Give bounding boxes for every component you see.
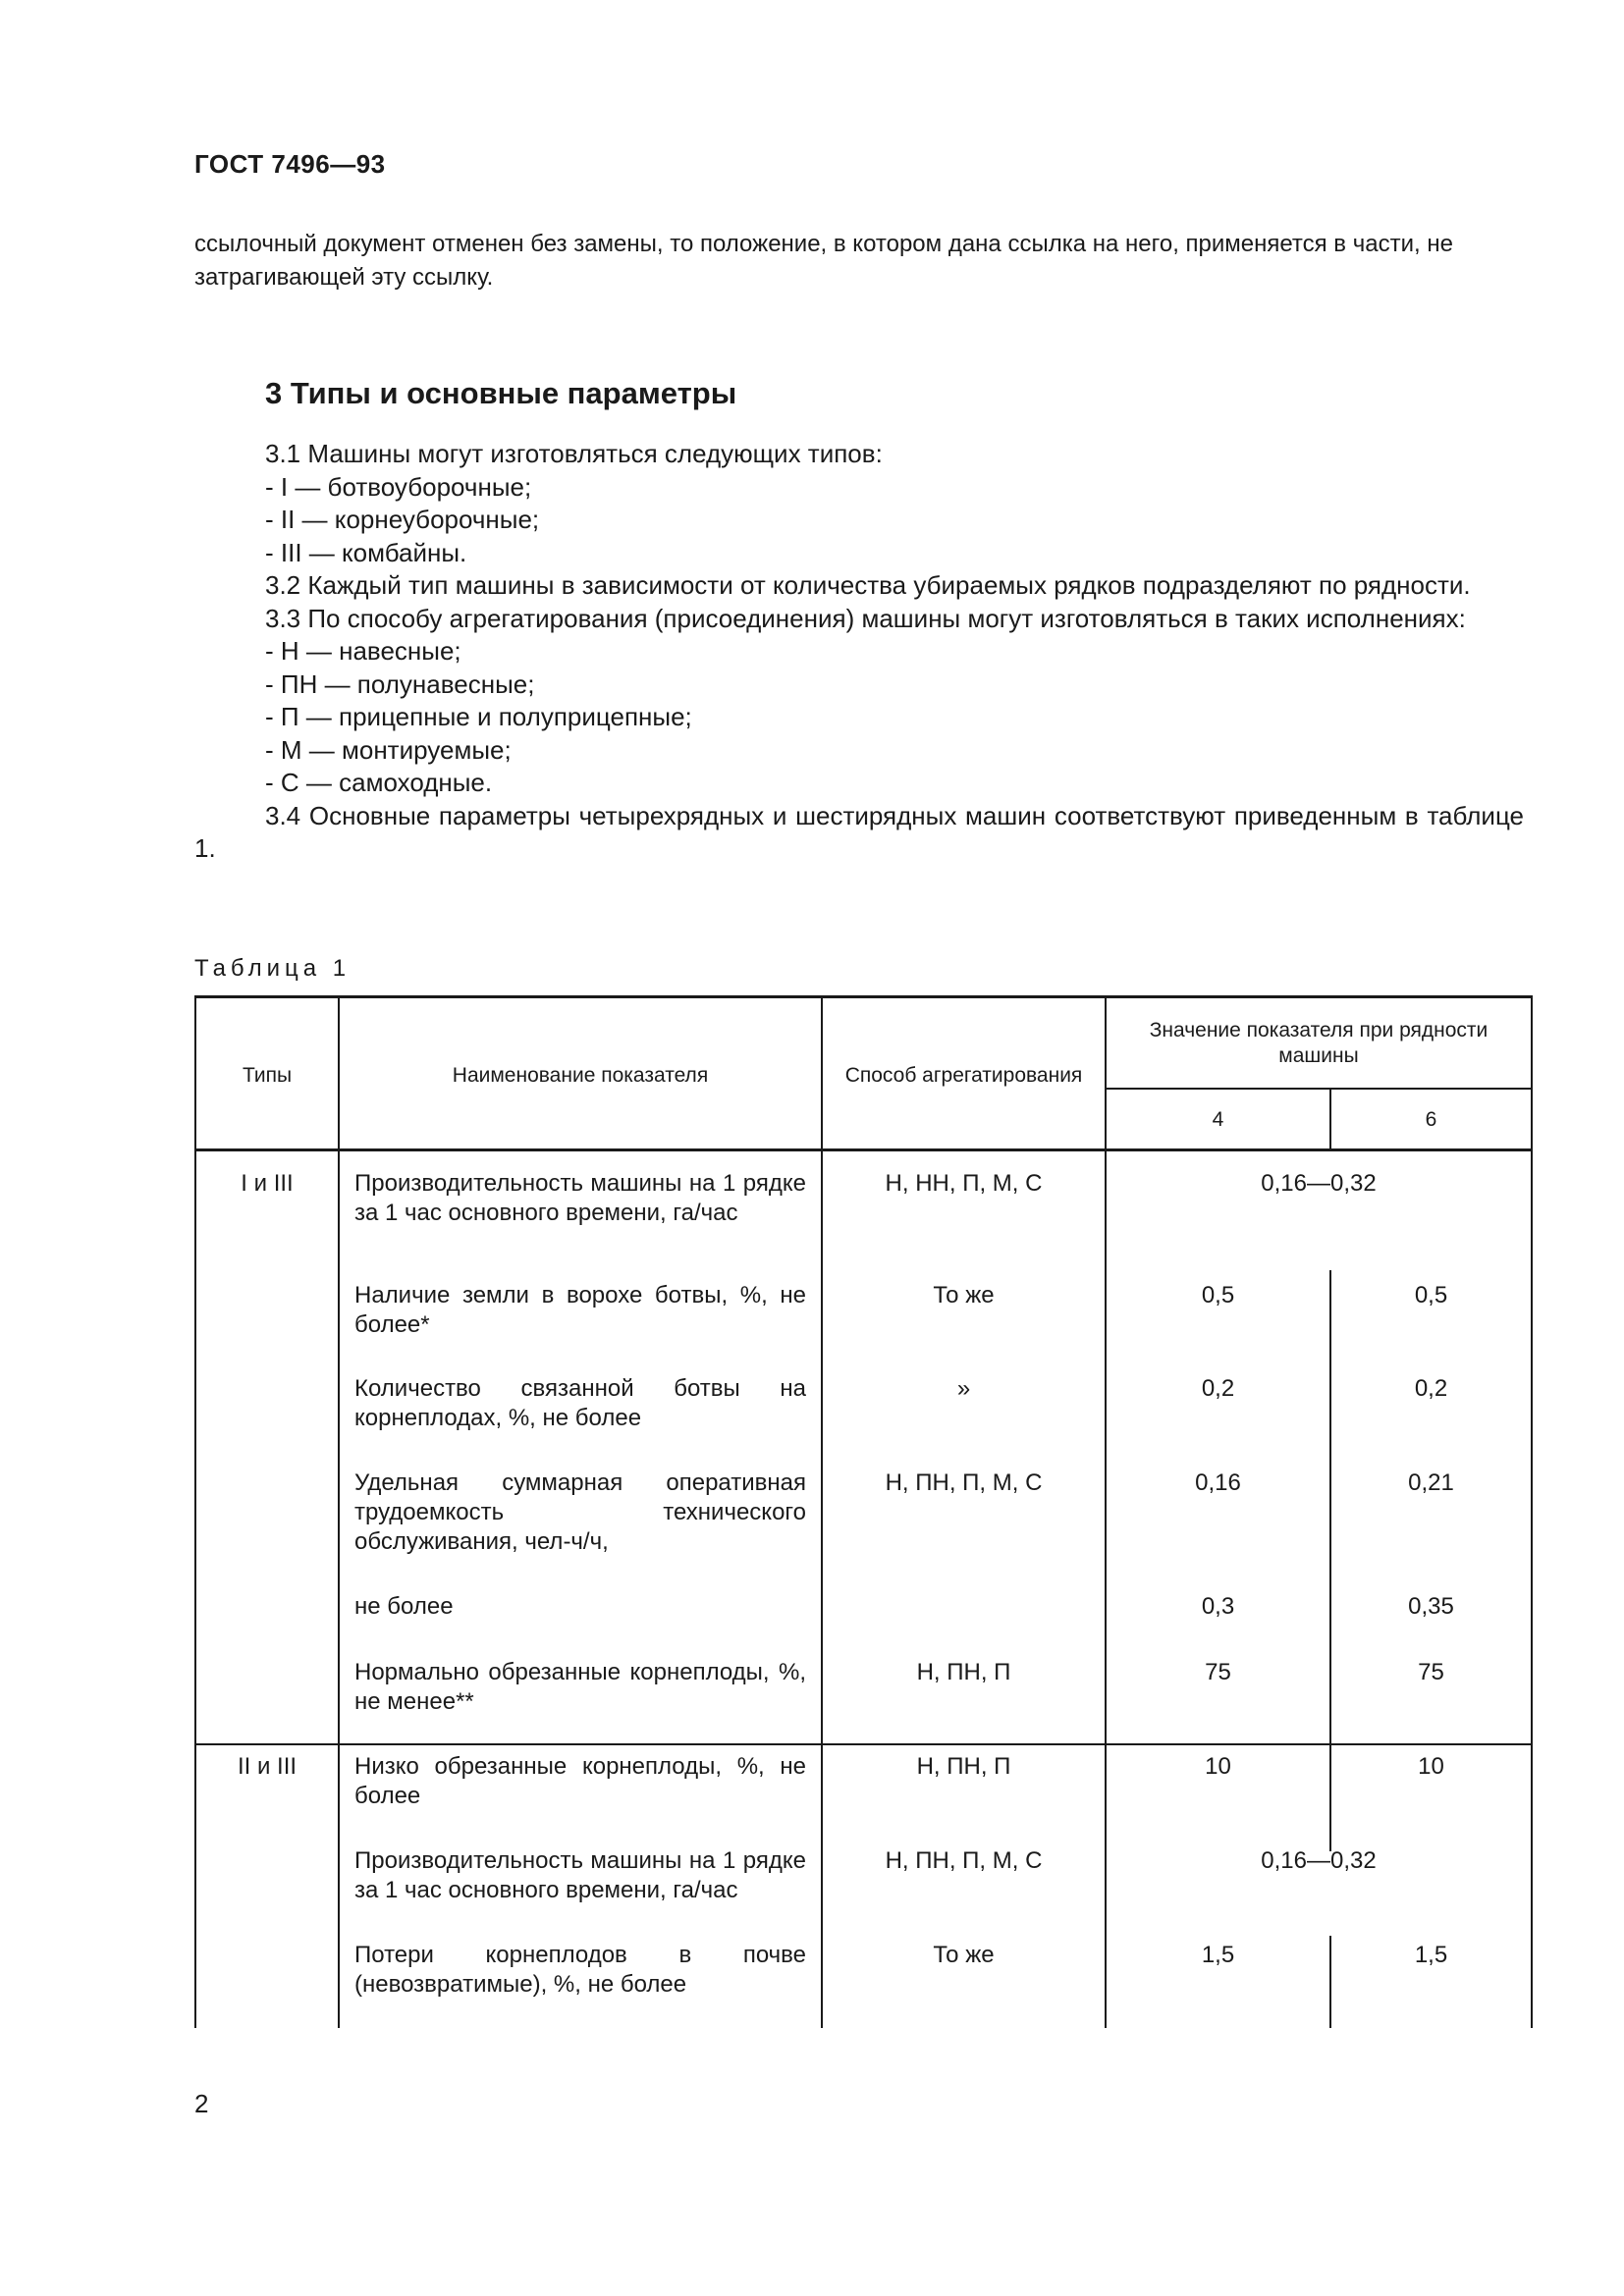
indicator-name: Удельная суммарная оперативная трудоемкость технического обслуживания, чел-ч/ч, [354, 1469, 806, 1555]
indicator-name: Количество связанной ботвы на корнеплодах, %, не более [354, 1375, 806, 1431]
clause-3-2: 3.2 Каждый тип машины в зависимости от количества убираемых рядков подразделяют по рядности. [265, 570, 1471, 600]
value-6-rows: 10 [1418, 1753, 1444, 1780]
type-item: - II — корнеуборочные; [265, 505, 540, 534]
table-top-border [194, 995, 1533, 998]
version-item: - П — прицепные и полуприцепные; [265, 702, 692, 731]
header-sub-divider [1105, 1088, 1533, 1090]
indicator-name: Низко обрезанные корнеплоды, %, не более [354, 1753, 806, 1809]
indicator-name: Потери корнеплодов в почве (невозвратимые), %, не более [354, 1942, 806, 1998]
clause-3-1: 3.1 Машины могут изготовляться следующих типов: [265, 439, 883, 468]
value-6-rows: 0,2 [1414, 1375, 1448, 1402]
version-item: - С — самоходные. [265, 768, 493, 797]
indicator-name: Производительность машины на 1 рядке за 1 час основного времени, га/час [354, 1847, 806, 1903]
parameters-table [194, 995, 1533, 2028]
value-6-rows: 0,5 [1414, 1282, 1448, 1308]
section-body [194, 438, 1524, 866]
header-col-4: 4 [1212, 1108, 1224, 1131]
type-item: - III — комбайны. [265, 537, 467, 567]
header-aggregation-method: Способ агрегатирования [844, 1064, 1083, 1087]
value-6-rows: 0,21 [1408, 1469, 1454, 1496]
value-6-rows: 75 [1418, 1659, 1444, 1685]
indicator-name: Производительность машины на 1 рядке за 1 час основного времени, га/час [354, 1170, 806, 1226]
value-merged: 0,16—0,32 [1261, 1170, 1377, 1197]
value-4-rows: 10 [1205, 1753, 1231, 1780]
table-left-border [194, 995, 196, 2028]
continuation-paragraph: ссылочный документ отменен без замены, то положение, в котором дана ссылка на него, применяется в части, не затрагивающей эту ссылку. [194, 231, 1453, 291]
value-4-rows: 0,5 [1201, 1282, 1235, 1308]
value-4-rows: 0,3 [1201, 1593, 1235, 1620]
aggregation-method: Н, ПН, П, М, С [885, 1847, 1043, 1874]
header-bottom-border [194, 1148, 1533, 1151]
indicator-name: не более [354, 1593, 454, 1620]
column-divider [338, 995, 340, 2028]
page-number: 2 [194, 2089, 209, 2118]
aggregation-method: » [956, 1375, 971, 1402]
clause-3-4: 3.4 Основные параметры четырехрядных и шестирядных машин соответствуют приведенным в таблице 1. [194, 800, 1524, 863]
aggregation-method: Н, ПН, П, М, С [885, 1469, 1043, 1496]
table-caption: Таблица 1 [194, 955, 352, 982]
value-4-rows: 0,16 [1195, 1469, 1241, 1496]
table-right-border [1531, 995, 1533, 2028]
aggregation-method: Н, НН, П, М, С [885, 1170, 1043, 1197]
indicator-name: Наличие земли в ворохе ботвы, %, не более* [354, 1282, 806, 1338]
value-6-rows: 0,35 [1408, 1593, 1454, 1620]
value-4-rows: 1,5 [1201, 1942, 1235, 1968]
aggregation-method: Н, ПН, П [916, 1659, 1011, 1685]
aggregation-method: Н, ПН, П [916, 1753, 1011, 1780]
type-cell: II и III [237, 1753, 298, 1780]
header-col-6: 6 [1425, 1108, 1437, 1131]
value-4-rows: 75 [1205, 1659, 1231, 1685]
indicator-name: Нормально обрезанные корнеплоды, %, не менее** [354, 1659, 806, 1715]
type-item: - I — ботвоуборочные; [265, 471, 532, 502]
value-4-rows: 0,2 [1201, 1375, 1235, 1402]
clause-3-3: 3.3 По способу агрегатирования (присоединения) машины могут изготовляться в таких исполнениях: [265, 603, 1466, 633]
aggregation-method: То же [933, 1282, 995, 1308]
section-title: 3 Типы и основные параметры [265, 376, 737, 410]
aggregation-method: То же [933, 1942, 995, 1968]
value-6-rows: 1,5 [1414, 1942, 1448, 1968]
group-divider [194, 1743, 1533, 1745]
version-item: - М — монтируемые; [265, 734, 512, 765]
header-types: Типы [242, 1064, 293, 1087]
document-header: ГОСТ 7496—93 [194, 149, 386, 179]
header-indicator-name: Наименование показателя [452, 1064, 709, 1087]
value-merged: 0,16—0,32 [1261, 1847, 1377, 1874]
type-cell: I и III [241, 1170, 294, 1197]
header-value: Значение показателя при рядности машины [1149, 1019, 1489, 1067]
version-item: - Н — навесные; [265, 636, 461, 666]
version-item: - ПН — полунавесные; [265, 668, 535, 699]
